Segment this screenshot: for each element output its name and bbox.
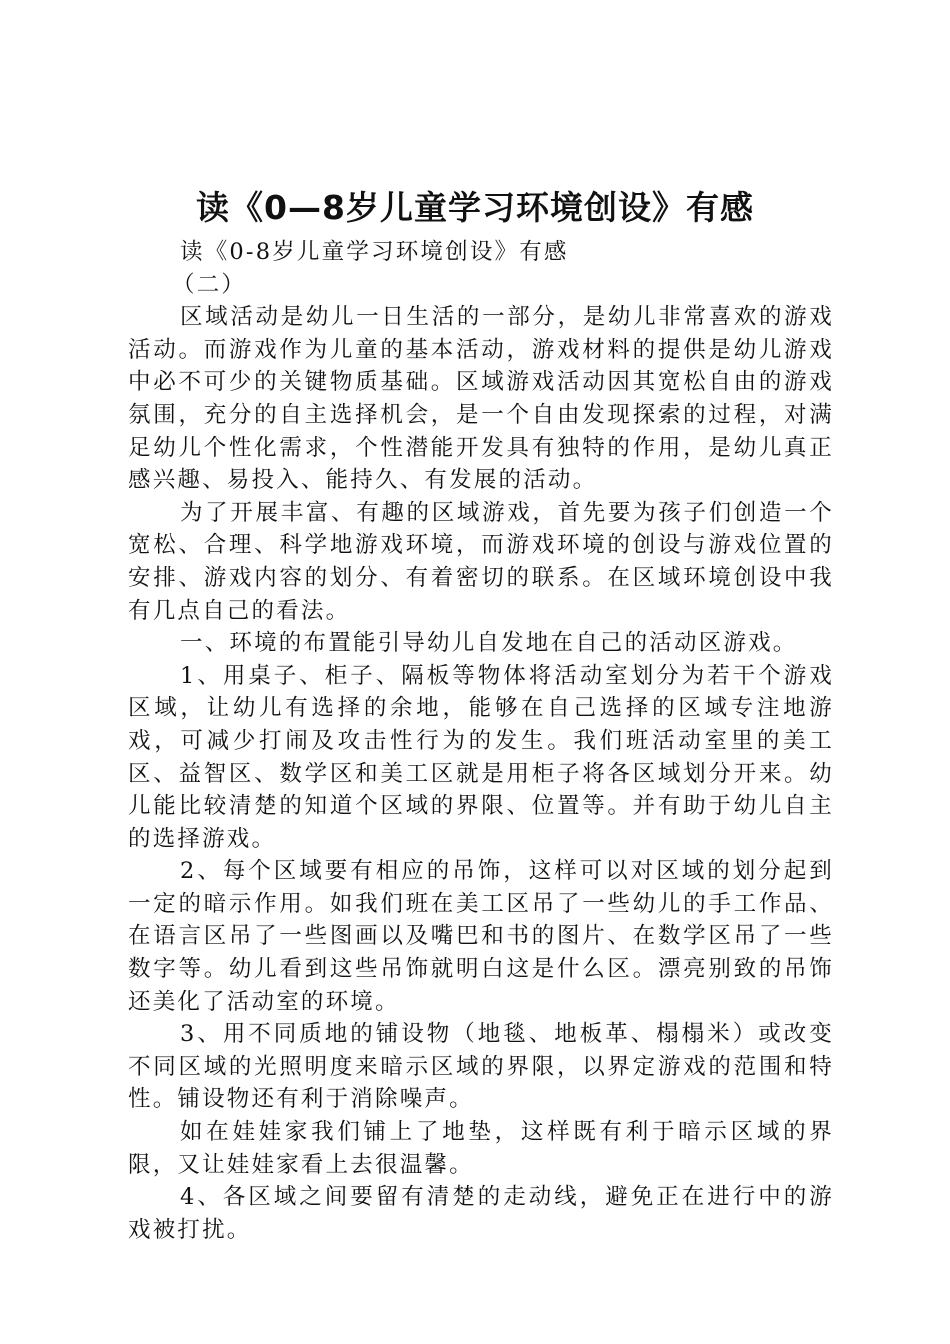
document-subtitle: 读《0-8岁儿童学习环境创设》有感 (180, 239, 569, 265)
body-paragraph: 4、各区域之间要留有清楚的走动线，避免正在进行中的游戏被打扰。 (128, 1184, 834, 1243)
body-paragraph: 如在娃娃家我们铺上了地垫，这样既有利于暗示区域的界限，又让娃娃家看上去很温馨。 (128, 1119, 834, 1178)
document-part-label: （二） (172, 271, 247, 298)
document-title: 读《0—8岁儿童学习环境创设》有感 (196, 188, 754, 227)
body-paragraph: 1、用桌子、柜子、隔板等物体将活动室划分为若干个游戏区域，让幼儿有选择的余地，能够在自己选择的区域专注地游戏，可减少打闹及攻击性行为的发生。我们班活动室里的美工区、益智区、数学区和美工区就是用柜子将各区域划分开来。幼儿能比较清楚的知道个区域的界限、位置等。并有助于幼儿自主的选择游戏。 (128, 662, 834, 852)
document-body (128, 236, 834, 1246)
body-paragraph: 为了开展丰富、有趣的区域游戏，首先要为孩子们创造一个宽松、合理、科学地游戏环境，而游戏环境的创设与游戏位置的安排、游戏内容的划分、有着密切的联系。在区域环境创设中我有几点自己的看法。 (128, 499, 834, 624)
body-paragraph: 3、用不同质地的铺设物（地毯、地板革、榻榻米）或改变不同区域的光照明度来暗示区域的界限，以界定游戏的范围和特性。铺设物还有利于消除噪声。 (128, 1021, 834, 1113)
body-paragraph: 2、每个区域要有相应的吊饰，这样可以对区域的划分起到一定的暗示作用。如我们班在美工区吊了一些幼儿的手工作品、在语言区吊了一些图画以及嘴巴和书的图片、在数学区吊了一些数字等。幼儿看到这些吊饰就明白这是什么区。漂亮别致的吊饰还美化了活动室的环境。 (128, 858, 834, 1015)
body-paragraph: 区域活动是幼儿一日生活的一部分，是幼儿非常喜欢的游戏活动。而游戏作为儿童的基本活动，游戏材料的提供是幼儿游戏中必不可少的关键物质基础。区域游戏活动因其宽松自由的游戏氛围，充分的自主选择机会，是一个自由发现探索的过程，对满足幼儿个性化需求，个性潜能开发具有独特的作用，是幼儿真正感兴趣、易投入、能持久、有发展的活动。 (128, 304, 834, 494)
body-paragraph: 一、环境的布置能引导幼儿自发地在自己的活动区游戏。 (180, 630, 798, 657)
